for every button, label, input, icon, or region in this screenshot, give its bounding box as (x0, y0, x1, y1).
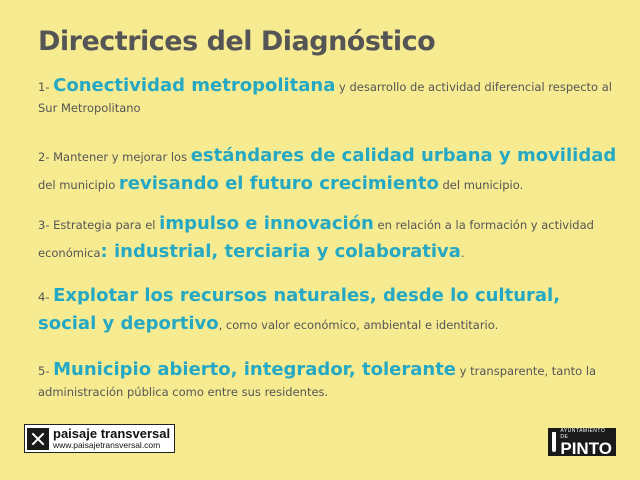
directive-highlight: estándares de calidad urbana y movilidad (190, 145, 617, 166)
directive-highlight: revisando el futuro crecimiento (118, 172, 439, 194)
directive-highlight: Conectividad metropolitana (53, 75, 336, 96)
crossed-square-icon (27, 428, 49, 450)
directive-1 (38, 72, 618, 118)
directive-4 (38, 282, 618, 338)
directive-highlight: Explotar los recursos naturales, desde lo cultural, social y deportivo (38, 285, 561, 334)
ayuntamiento-pinto-logo (548, 428, 616, 456)
directive-text: del municipio. (438, 177, 524, 192)
paisaje-transversal-logo (24, 424, 175, 453)
directive-highlight: Municipio abierto, integrador, tolerante (53, 359, 457, 380)
directive-text: 3- Estrategia para el (38, 218, 160, 232)
shield-icon (552, 432, 556, 452)
directive-text: , como valor económico, ambiental e identitario. (218, 317, 499, 332)
directive-highlight: : industrial, terciaria y colaborativa (100, 240, 461, 262)
directive-5 (38, 356, 618, 402)
directive-highlight: impulso e innovación (159, 213, 374, 234)
directive-text: . (460, 245, 465, 260)
directive-2 (38, 142, 618, 198)
directive-text: 2- Mantener y mejorar los (38, 150, 191, 164)
directive-3 (38, 210, 618, 266)
directive-text: en relación a la formación y actividad económica (38, 218, 594, 260)
logo-url: www.paisajetransversal.com (53, 440, 161, 450)
logo-name: paisaje transversal (53, 426, 171, 441)
directive-number: 1- (38, 80, 54, 94)
directive-number: 5- (38, 364, 54, 378)
directive-number: 4- (38, 290, 54, 304)
logo-name: PINTO (560, 438, 612, 458)
directive-text: del municipio (38, 177, 119, 192)
directive-text: y transparente, tanto la administración pública como entre sus residentes. (38, 364, 597, 399)
directive-text: y desarrollo de actividad diferencial respecto al Sur Metropolitano (38, 80, 612, 115)
page-title: Directrices del Diagnóstico (38, 26, 436, 57)
logo-subtitle: AYUNTAMIENTO DE (560, 427, 606, 440)
